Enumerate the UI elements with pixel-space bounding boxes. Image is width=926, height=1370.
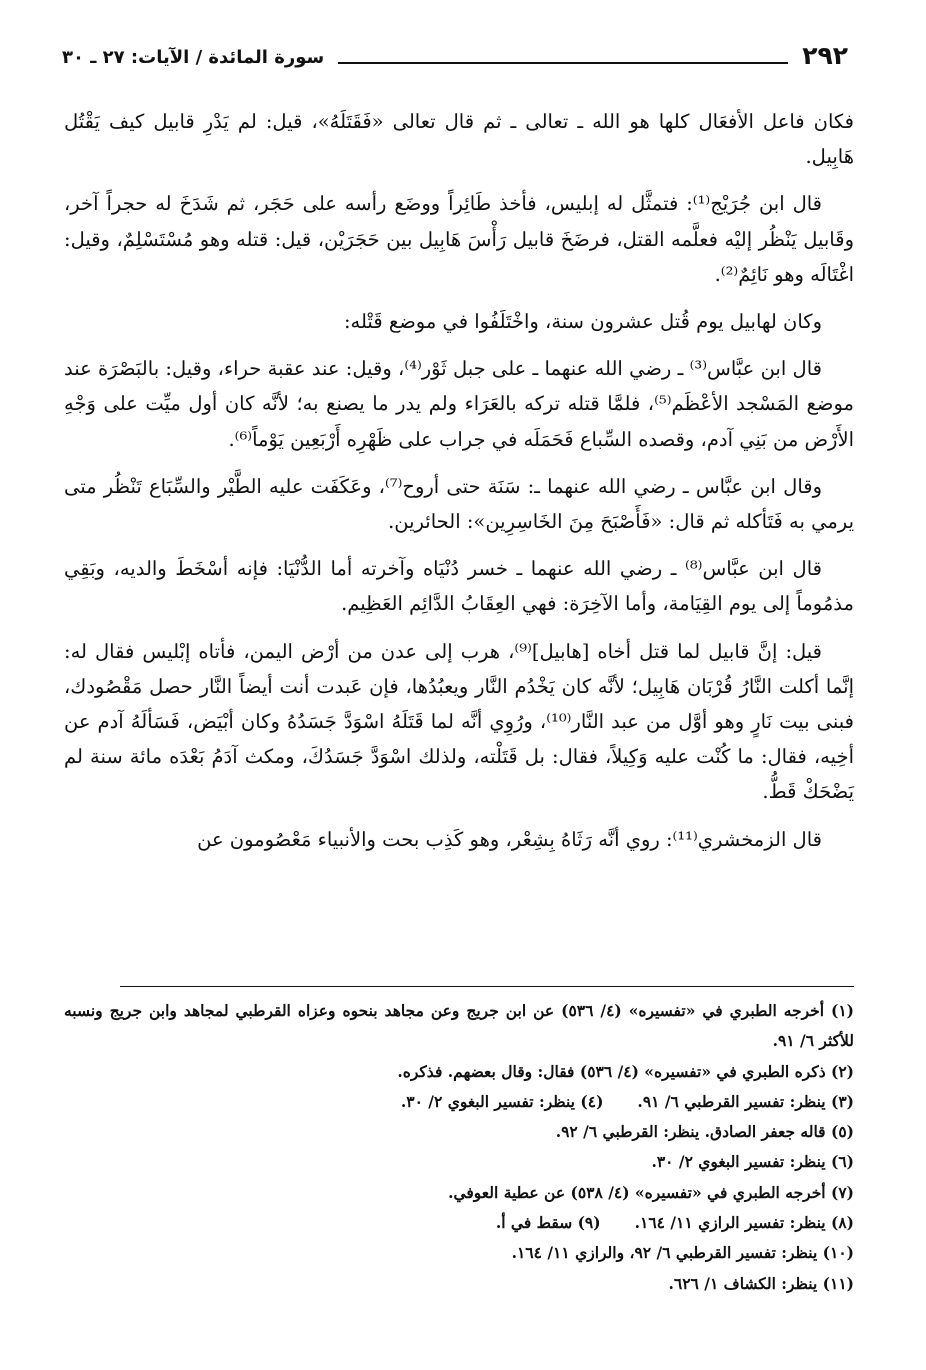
footnote-pair xyxy=(64,1087,854,1117)
footnote-pair xyxy=(64,1208,854,1238)
footnote: (١) أخرجه الطبري في «تفسيره» (٤/ ٥٣٦) عن ابن جريج وعن مجاهد بنحوه وعزاه القرطبي لمجاهد وابن جريج ونسبه للأكثر ٦/ ٩١. xyxy=(64,1001,854,1051)
footnote: (٨) ينظر: تفسير الرازي ١١/ ١٦٤. xyxy=(634,1213,854,1233)
paragraph: قال الزمخشري⁽¹¹⁾: روي أنَّه رَثَاهُ بِشِعْر، وهو كَذِب بحت والأنبياء مَعْصُومون عن xyxy=(197,827,822,851)
main-text xyxy=(64,104,854,869)
footnote: (٩) سقط في أ. xyxy=(495,1213,601,1233)
paragraph: وقال ابن عبَّاس ـ رضي الله عنهما ـ: سَنَة حتى أروح⁽⁷⁾، وعَكَفَت عليه الطَّيْر والسِّبَاع تَنْظُر متى يرمي به فَتَأكله ثم قال: «فَأَصْبَحَ مِنَ الخَاسِرِين»: الحائرين. xyxy=(64,474,854,534)
page-header xyxy=(62,36,848,70)
footnotes xyxy=(64,996,854,1299)
paragraph: قال ابن عبَّاس⁽³⁾ ـ رضي الله عنهما ـ على جبل ثَوْر⁽⁴⁾، وقيل: عند عقبة حراء، وقيل: بالبَصْرَة عند موضع المَسْجد الأعْظَم⁽⁵⁾، فلمَّا قتله تركه بالعَرَاء ولم يدر ما يصنع به؛ لأنَّه كان أول ميِّت على وَجْهِ الأَرْض من بَنِي آدم، وقصده السِّباع فَحَمَلَه في جراب على ظَهْرِه أَرْبَعِين يَوْماً⁽⁶⁾. xyxy=(64,357,855,451)
footnote: (١٠) ينظر: تفسير القرطبي ٦/ ٩٢، والرازي ١١/ ١٦٤. xyxy=(511,1243,854,1263)
footnote: (٢) ذكره الطبري في «تفسيره» (٤/ ٥٣٦) فقال: وقال بعضهم. فذكره. xyxy=(397,1061,854,1081)
paragraph: قال ابن جُرَيْج⁽¹⁾: فتمثَّل له إبليس، فأخذ طَائِراً ووضَع رأسه على حَجَر، ثم شَدَخَ له حجراً آخر، وقَابيل يَنْظُر إليْه فعلَّمه القتل، فرضَخَ قابيل رَأْسَ هَابِيل بين حَجَرَيْن، قيل: قتله وهو مُسْتَسْلِمٌ، وقيل: اغْتَالَه وهو نَائِمٌ⁽²⁾. xyxy=(64,192,854,286)
header-rule xyxy=(338,62,788,64)
footnote: (٤) ينظر: تفسير البغوي ٢/ ٣٠. xyxy=(400,1091,604,1111)
paragraph: فكان فاعل الأفعَال كلها هو الله ـ تعالى ـ ثم قال تعالى «فَقَتَلَهُ»، قيل: لم يَدْرِ قابيل كيف يَقْتُل هَابِيل. xyxy=(64,110,854,169)
footnote: (٥) قاله جعفر الصادق. ينظر: القرطبي ٦/ ٩٢. xyxy=(555,1122,854,1142)
footnote: (٣) ينظر: تفسير القرطبي ٦/ ٩١. xyxy=(637,1091,854,1111)
footnote: (٧) أخرجه الطبري في «تفسيره» (٤/ ٥٣٨) عن عطية العوفي. xyxy=(448,1182,854,1202)
paragraph: وكان لهابيل يوم قُتل عشرون سنة، واخْتَلَفُوا في موضع قَتْله: xyxy=(343,310,822,334)
running-title: سورة المائدة / الآيات: ٢٧ ـ ٣٠ xyxy=(62,47,325,68)
footnote: (١١) ينظر: الكشاف ١/ ٦٢٦. xyxy=(668,1273,854,1293)
footnote-separator xyxy=(120,986,854,987)
page-number: ٢٩٢ xyxy=(802,41,848,70)
footnote: (٦) ينظر: تفسير البغوي ٢/ ٣٠. xyxy=(651,1152,854,1172)
paragraph: قال ابن عبَّاس⁽⁸⁾ ـ رضي الله عنهما ـ خسر دُنْيَاه وآخرته أما الدُّنْيَا: فإنه أسْخَطَ والديه، وبَقِي مذمُوماً إلى يوم القِيَامة، وأما الآخِرَة: فهي العِقَابُ الدَّائِم العَظِيم. xyxy=(64,557,854,616)
paragraph: قيل: إنَّ قابيل لما قتل أخاه [هابيل]⁽⁹⁾، هرب إلى عدن من أرْض اليمن، فأتاه إبْليس فقال له: إنَّما أكلت النَّارُ قُرْبَان هَابِيل؛ لأنَّه كان يَخْدُم النَّار ويعبُدُها، فإن عَبدت أنت أيضاً النَّار حصل مَقْصُودك، فبنى بيت نَارٍ وهو أوَّل من عبد النَّار⁽¹⁰⁾، ورُوِي أنَّه لما قَتَلَهُ اسْوَدَّ جَسَدُهُ وكان أبْيَض، فَسَألَهُ آدم عن أخِيه، فقال: ما كُنْت عليه وَكِيلاً، فقال: بل قَتَلْته، ولذلك اسْوَدَّ جَسَدُكَ، ومكث آدَمُ بَعْدَه مائة سنة لم يَضْحَكْ قَطُّ. xyxy=(64,639,854,804)
